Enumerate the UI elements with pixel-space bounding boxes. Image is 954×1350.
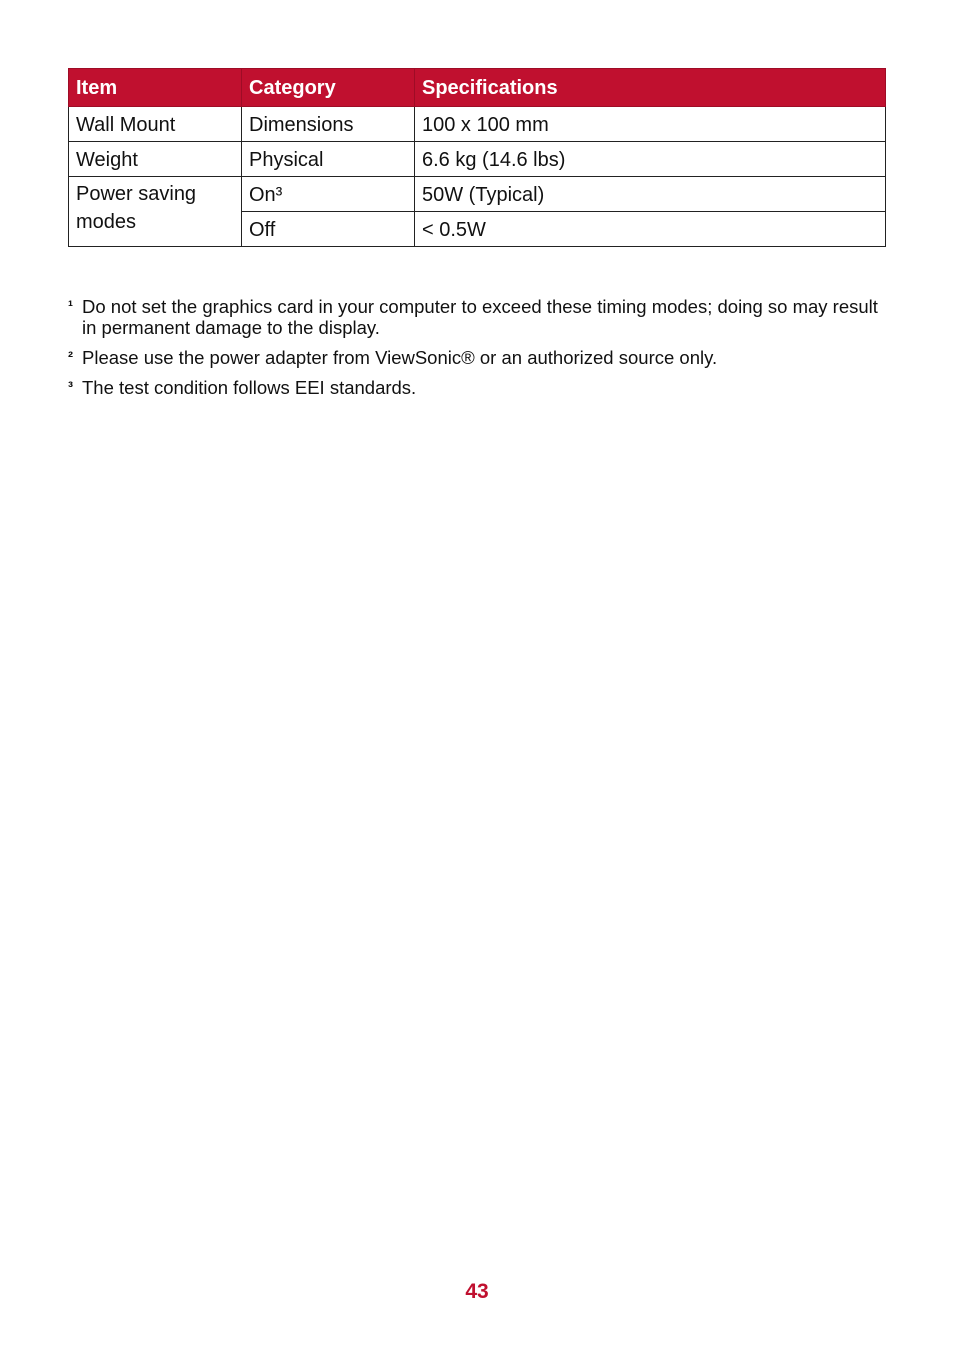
table-row (69, 177, 886, 212)
page-number: 43 (465, 1280, 489, 1303)
footnote (68, 377, 878, 398)
cell-item: Weight (69, 142, 242, 177)
table-row (69, 107, 886, 142)
footnote-mark: ¹ (68, 298, 73, 315)
cell-item: Wall Mount (69, 107, 242, 142)
cell-item: Power saving modes (69, 177, 242, 247)
cell-spec: 100 x 100 mm (415, 107, 886, 142)
footnote-mark: ³ (68, 379, 73, 396)
footnote-text: The test condition follows EEI standards. (82, 377, 417, 398)
header-category: Category (242, 69, 415, 107)
spec-table (68, 68, 886, 247)
table-row (69, 142, 886, 177)
cell-category: Off (242, 212, 415, 247)
header-specifications: Specifications (415, 69, 886, 107)
footnote-text: Do not set the graphics card in your computer to exceed these timing modes; doing so may result in permanent damage to the display. (82, 296, 878, 338)
header-item: Item (69, 69, 242, 107)
footnote (68, 296, 878, 338)
cell-category: On³ (242, 177, 415, 212)
footnotes (68, 296, 878, 407)
cell-spec: 6.6 kg (14.6 lbs) (415, 142, 886, 177)
cell-category: Physical (242, 142, 415, 177)
footnote-text: Please use the power adapter from ViewSonic® or an authorized source only. (82, 347, 718, 368)
footnote-mark: ² (68, 349, 73, 366)
cell-spec: < 0.5W (415, 212, 886, 247)
cell-spec: 50W (Typical) (415, 177, 886, 212)
cell-category: Dimensions (242, 107, 415, 142)
footnote (68, 347, 878, 368)
table-header-row (69, 69, 886, 107)
